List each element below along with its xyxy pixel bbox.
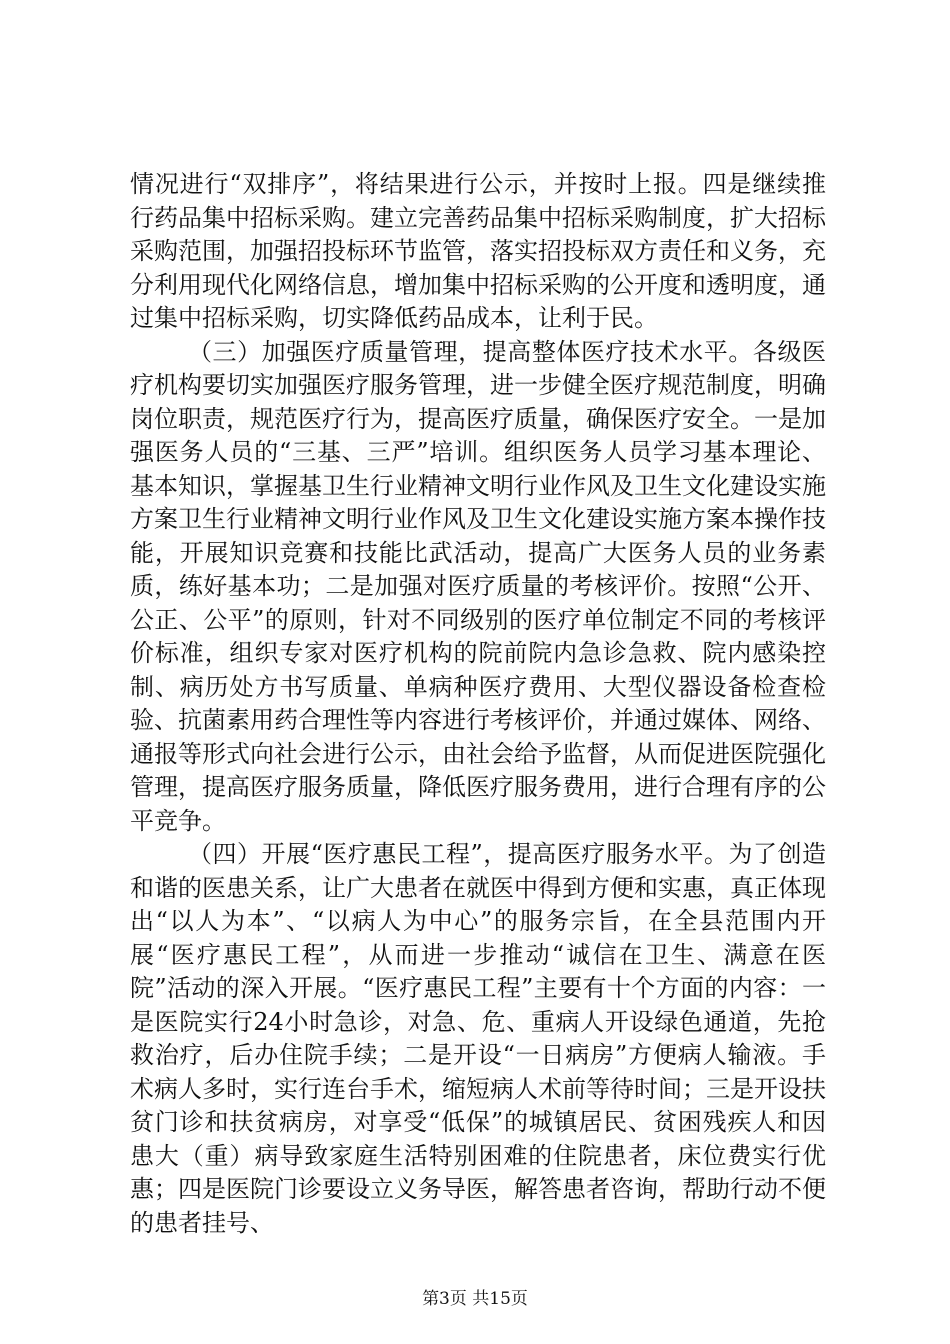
document-body [130, 168, 826, 1240]
page-number-label: 第3页 共15页 [422, 1289, 528, 1309]
page-footer [0, 1284, 950, 1309]
paragraph-2: （三）加强医疗质量管理，提高整体医疗技术水平。各级医疗机构要切实加强医疗服务管理，进一步健全医疗规范制度，明确岗位职责，规范医疗行为，提高医疗质量，确保医疗安全。一是加强医务人员的“三基、三严”培训。组织医务人员学习基本理论、基本知识，掌握基卫生行业精神文明行业作风及卫生文化建设实施方案卫生行业精神文明行业作风及卫生文化建设实施方案本操作技能，开展知识竞赛和技能比武活动，提高广大医务人员的业务素质，练好基本功；二是加强对医疗质量的考核评价。按照“公开、公正、公平”的原则，针对不同级别的医疗单位制定不同的考核评价标准，组织专家对医疗机构的院前院内急诊急救、院内感染控制、病历处方书写质量、单病种医疗费用、大型仪器设备检查检验、抗菌素用药合理性等内容进行考核评价，并通过媒体、网络、通报等形式向社会进行公示，由社会给予监督，从而促进医院强化管理，提高医疗服务质量，降低医疗服务费用，进行合理有序的公平竞争。 [130, 337, 826, 835]
paragraph-3: （四）开展“医疗惠民工程”，提高医疗服务水平。为了创造和谐的医患关系，让广大患者在就医中得到方便和实惠，真正体现出“以人为本”、“以病人为中心”的服务宗旨，在全县范围内开展“医疗惠民工程”，从而进一步推动“诚信在卫生、满意在医院”活动的深入开展。“医疗惠民工程”主要有十个方面的内容：一是医院实行24小时急诊，对急、危、重病人开设绿色通道，先抢救治疗，后办住院手续；二是开设“一日病房”方便病人输液。手术病人多时，实行连台手术，缩短病人术前等待时间；三是开设扶贫门诊和扶贫病房，对享受“低保”的城镇居民、贫困残疾人和因患大（重）病导致家庭生活特别困难的住院患者，床位费实行优惠；四是医院门诊要设立义务导医，解答患者咨询，帮助行动不便的患者挂号、 [130, 840, 826, 1237]
paragraph-1: 情况进行“双排序”，将结果进行公示，并按时上报。四是继续推行药品集中招标采购。建立完善药品集中招标采购制度，扩大招标采购范围，加强招投标环节监管，落实招投标双方责任和义务，充分利用现代化网络信息，增加集中招标采购的公开度和透明度，通过集中招标采购，切实降低药品成本，让利于民。 [130, 170, 826, 332]
